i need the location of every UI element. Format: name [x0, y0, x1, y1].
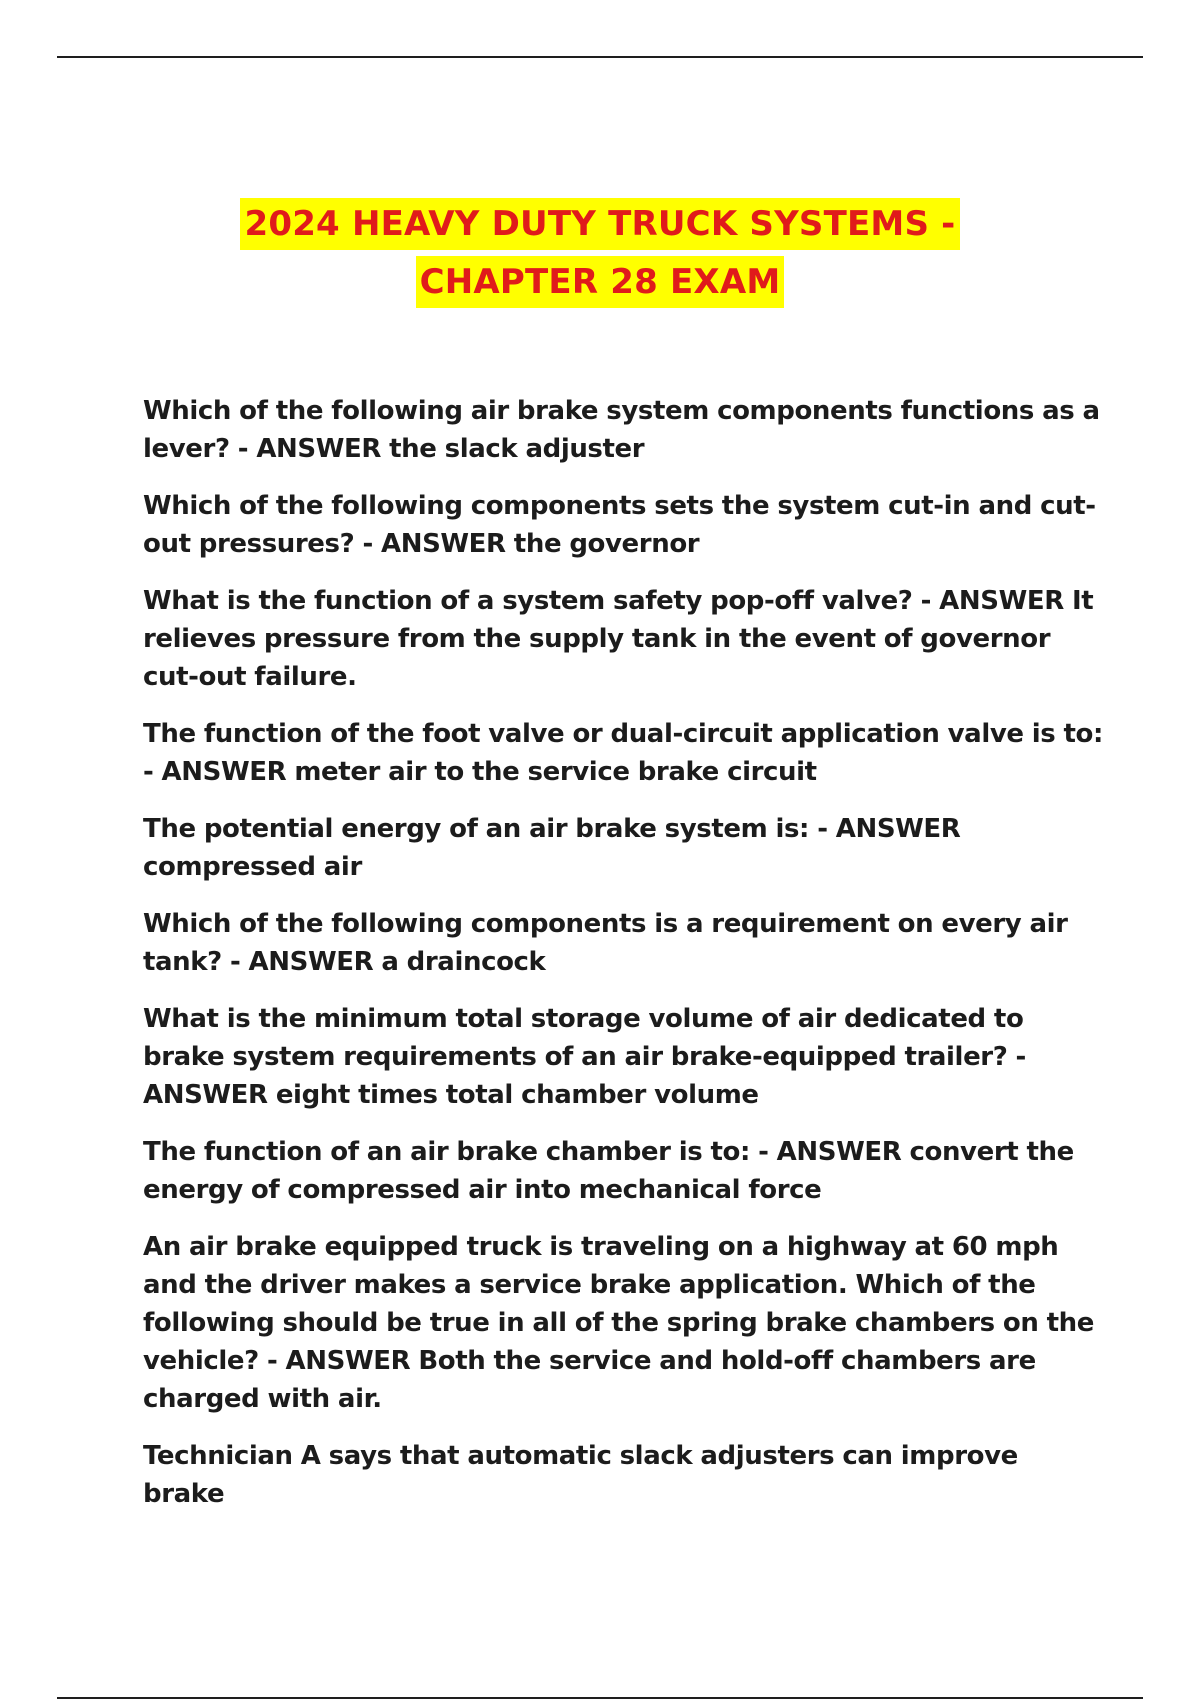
qa-item: What is the minimum total storage volume of air dedicated to brake system requirements of an air brake-equipped trailer? - ANSWER eight times total chamber volume [143, 1004, 1026, 1110]
qa-item: What is the function of a system safety pop-off valve? - ANSWER It relieves pressure from the supply tank in the event of governor cut-out failure. [143, 586, 1094, 692]
qa-item: The potential energy of an air brake system is: - ANSWER compressed air [143, 814, 961, 882]
qa-item: The function of the foot valve or dual-circuit application valve is to: - ANSWER meter air to the service brake circuit [143, 719, 1103, 787]
document-title [0, 198, 1200, 308]
qa-list [143, 392, 1103, 1532]
qa-item: An air brake equipped truck is traveling on a highway at 60 mph and the driver makes a service brake application. Which of the following should be true in all of the spring brake chambers on the vehicle? - ANSWER Both the service and hold-off chambers are charged with air. [143, 1232, 1094, 1414]
qa-item: The function of an air brake chamber is to: - ANSWER convert the energy of compressed air into mechanical force [143, 1137, 1074, 1205]
qa-item: Which of the following components is a requirement on every air tank? - ANSWER a draincock [143, 909, 1068, 977]
qa-item: Technician A says that automatic slack adjusters can improve brake [143, 1441, 1018, 1509]
bottom-divider [57, 1697, 1143, 1699]
title-line-2: CHAPTER 28 EXAM [416, 256, 785, 308]
title-line-1: 2024 HEAVY DUTY TRUCK SYSTEMS - [240, 198, 959, 250]
qa-item: Which of the following components sets the system cut-in and cut-out pressures? - ANSWER the governor [143, 491, 1096, 559]
qa-item: Which of the following air brake system components functions as a lever? - ANSWER the slack adjuster [143, 396, 1100, 464]
top-divider [57, 56, 1143, 58]
